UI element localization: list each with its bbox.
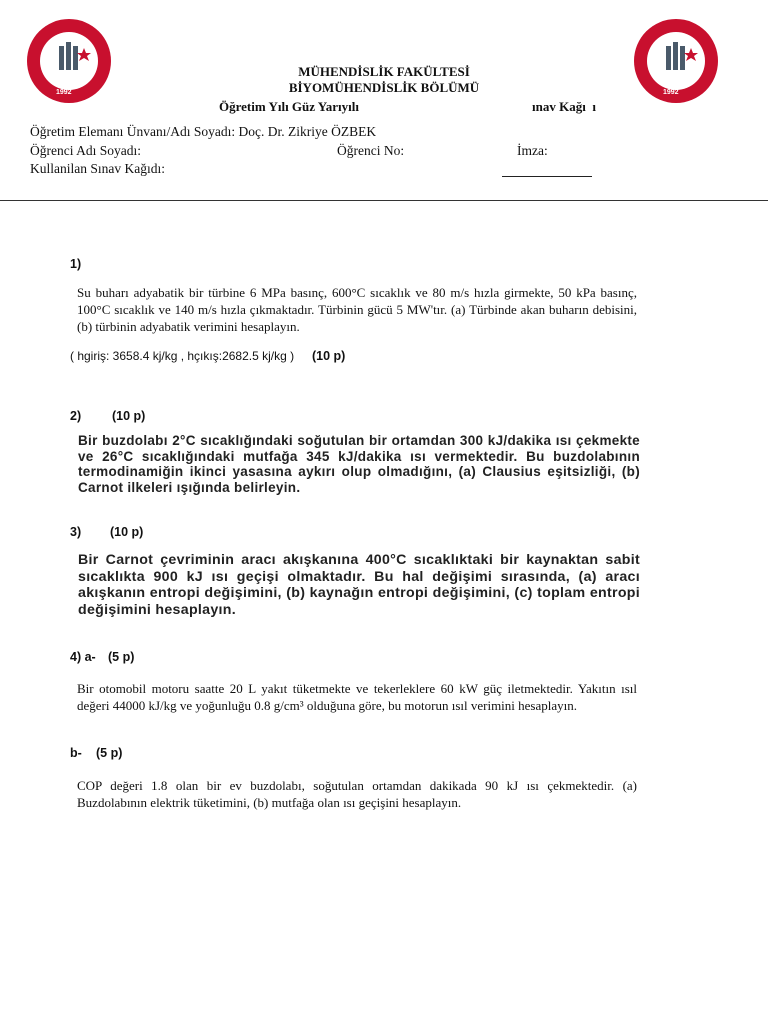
question-4a-number: 4) a- <box>70 650 96 664</box>
question-1-number: 1) <box>70 257 82 271</box>
signature-label: İmza: <box>517 143 548 158</box>
signature-line <box>502 176 592 177</box>
question-3-points: (10 p) <box>110 525 144 539</box>
header-divider <box>0 200 768 201</box>
exam-sheet-title: ınav Kağı ı <box>532 99 596 114</box>
question-1-points: (10 p) <box>312 349 346 363</box>
question-3-text: Bir Carnot çevriminin aracı akışkanına 400°C sıcaklıktaki bir kaynaktan sabit sıcaklıkta 900 kJ ısı geçişi olmaktadır. Bu hal değişimi sırasında, (a) aracı akışkanın entropi değişimini, (b) kaynağın entropi değişimini, (c) toplam entropi değişimini hesaplayın. <box>78 552 640 618</box>
question-2-text: Bir buzdolabı 2°C sıcaklığındaki soğutulan bir ortamdan 300 kJ/dakika ısı çekmekte ve 26°C sıcaklığındaki mutfağa 345 kJ/dakika ısı vermektedir. Bu buzdolabının termodinamiğin ikinci yasasına aykırı olup olmadığını, (a) Clausius eşitsizliği, (b) Carnot ilkeleri ışığında belirleyin. <box>78 433 640 495</box>
student-name-label: Öğrenci Adı Soyadı: <box>30 143 141 158</box>
instructor-label: Öğretim Elemanı Ünvanı/Adı Soyadı: Doç. Dr. Zikriye ÖZBEK <box>30 124 377 139</box>
term-title: Öğretim Yılı Güz Yarıyılı <box>219 99 359 114</box>
question-2-number: 2) <box>70 409 82 423</box>
question-4b-number: b- <box>70 746 82 760</box>
question-4a-text: Bir otomobil motoru saatte 20 L yakıt tüketmekte ve tekerleklere 60 kW güç iletmektedir. Yakıtın ısıl değeri 44000 kJ/kg ve yoğunluğu 0.8 g/cm³ olduğuna göre, bu motorun ısıl verimini hesaplayın. <box>77 681 637 713</box>
faculty-title: MÜHENDİSLİK FAKÜLTESİ <box>298 64 470 79</box>
sheet-used-label: Kullanilan Sınav Kağıdı: <box>30 161 165 176</box>
question-1-text: Su buharı adyabatik bir türbine 6 MPa basınç, 600°C sıcaklık ve 80 m/s hızla girmekte, 50 kPa basınç, 100°C sıcaklık ve 140 m/s hızla çıkmaktadır. Türbinin gücü 5 MW'tır. (a) Türbinde akan buharın debisini, (b) türbinin adyabatik verimini hesaplayın. <box>77 285 637 334</box>
logo-year: 1992 <box>663 89 679 96</box>
logo-year: 1992 <box>56 89 72 96</box>
question-3-number: 3) <box>70 525 82 539</box>
question-4a-points: (5 p) <box>108 650 135 664</box>
question-4b-text: COP değeri 1.8 olan bir ev buzdolabı, soğutulan ortamdan dakikada 90 kJ ısı çekmektedir. (a) Buzdolabının elektrik tüketimini, (b) mutfağa olan ısı geçişini hesaplayın. <box>77 778 637 810</box>
student-no-label: Öğrenci No: <box>337 143 405 158</box>
department-title: BİYOMÜHENDİSLİK BÖLÜMÜ <box>288 80 480 95</box>
question-1-hint: ( hgiriş: 3658.4 kj/kg , hçıkış:2682.5 kj/kg ) <box>70 349 295 363</box>
question-2-points: (10 p) <box>112 409 146 423</box>
question-4b-points: (5 p) <box>96 746 123 760</box>
